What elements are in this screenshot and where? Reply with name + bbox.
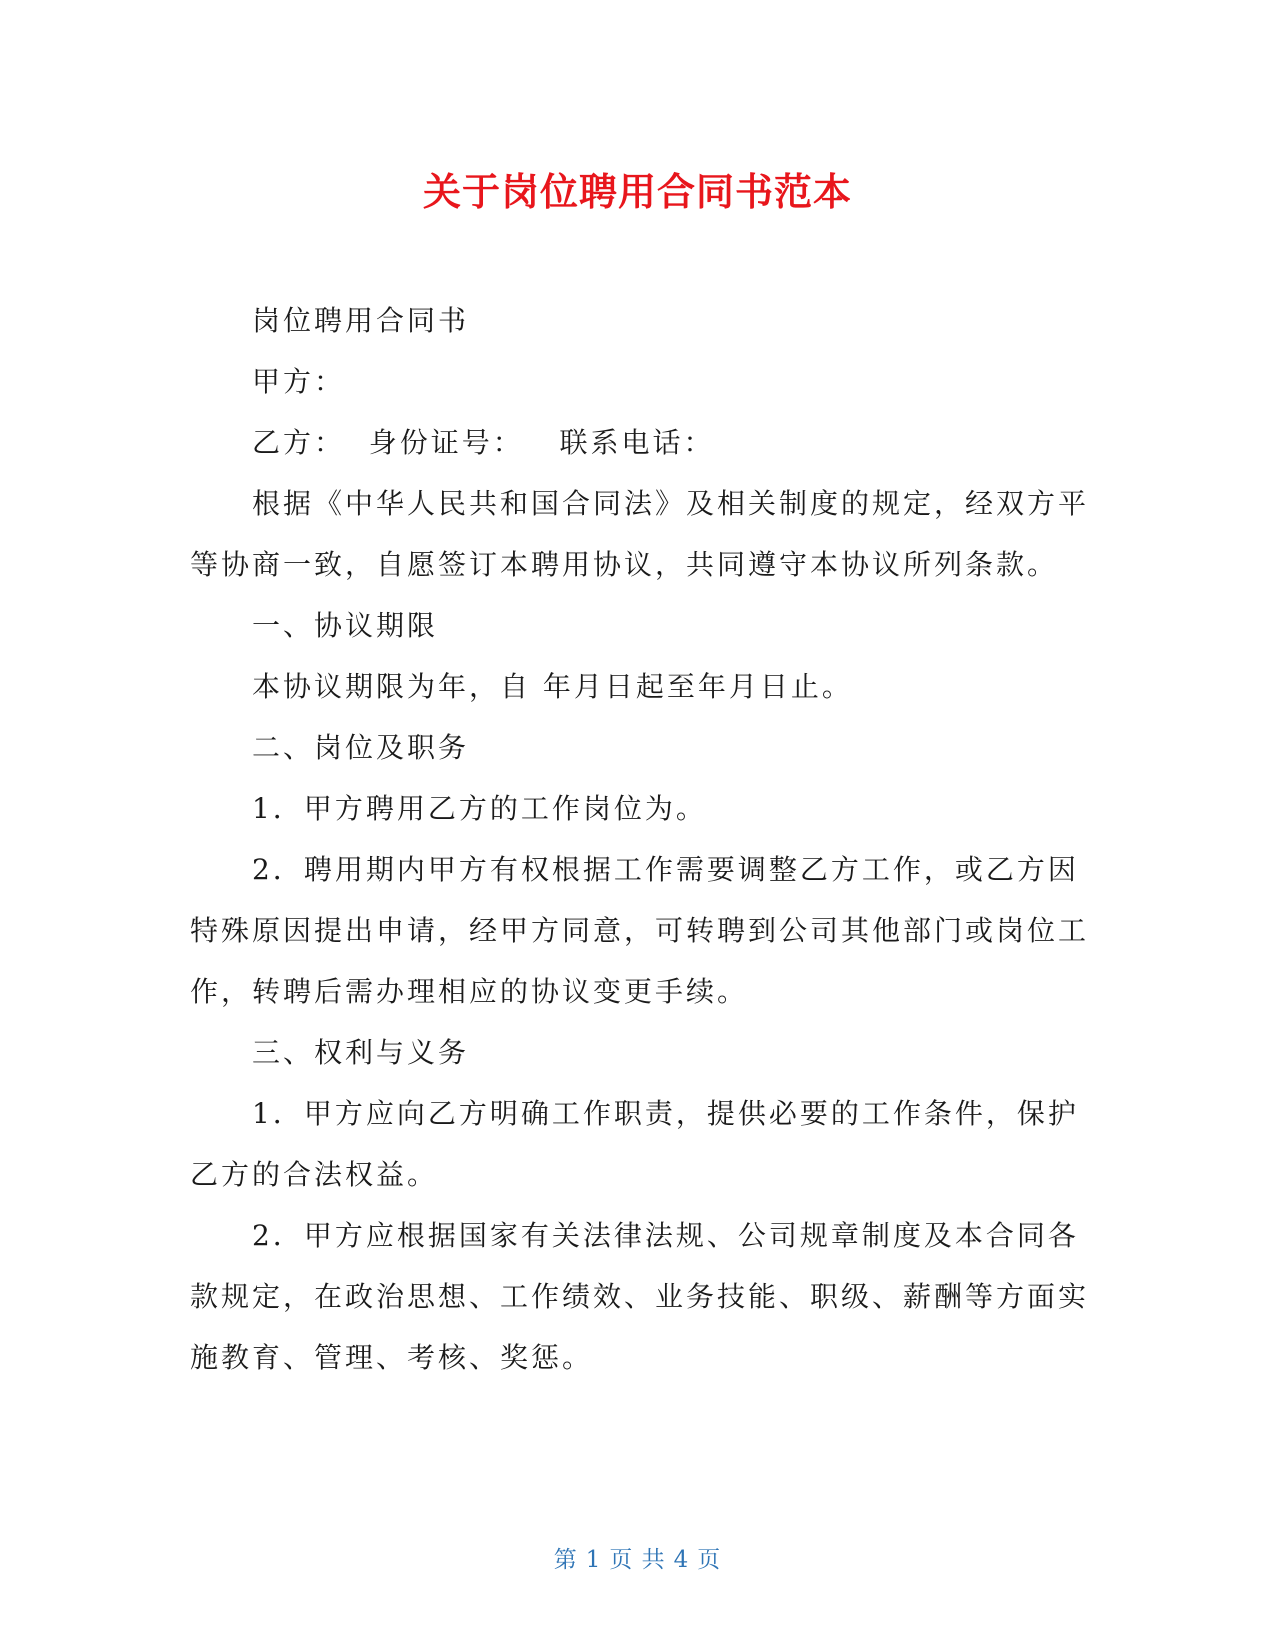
section-heading-position: 二、岗位及职务 bbox=[252, 731, 470, 764]
paragraph-position-1: 1．甲方聘用乙方的工作岗位为。 bbox=[252, 792, 707, 825]
document-body bbox=[190, 290, 1090, 1388]
paragraph-contract-heading: 岗位聘用合同书 bbox=[252, 304, 470, 337]
document-title: 关于岗位聘用合同书范本 bbox=[422, 170, 852, 214]
paragraph-rights-2: 2．甲方应根据国家有关法律法规、公司规章制度及本合同各款规定，在政治思想、工作绩效、业务技能、职级、薪酬等方面实施教育、管理、考核、奖惩。 bbox=[190, 1219, 1090, 1374]
paragraph-preamble: 根据《中华人民共和国合同法》及相关制度的规定，经双方平等协商一致，自愿签订本聘用协议，共同遵守本协议所列条款。 bbox=[190, 487, 1090, 581]
paragraph-term: 本协议期限为年，自 年月日起至年月日止。 bbox=[252, 670, 853, 703]
section-heading-term: 一、协议期限 bbox=[252, 609, 439, 642]
footer-prefix: 第 bbox=[553, 1547, 578, 1573]
footer-mid: 页 共 bbox=[609, 1547, 666, 1573]
paragraph-party-b: 乙方： 身份证号： 联系电话： bbox=[252, 426, 715, 459]
footer-total-pages: 4 bbox=[673, 1547, 690, 1573]
footer-suffix: 页 bbox=[697, 1547, 722, 1573]
page-footer bbox=[0, 1545, 1275, 1575]
paragraph-party-a: 甲方： bbox=[252, 365, 346, 398]
section-heading-rights: 三、权利与义务 bbox=[252, 1036, 470, 1069]
footer-current-page: 1 bbox=[585, 1547, 602, 1573]
paragraph-rights-1: 1．甲方应向乙方明确工作职责，提供必要的工作条件，保护乙方的合法权益。 bbox=[190, 1097, 1079, 1191]
paragraph-position-2: 2．聘用期内甲方有权根据工作需要调整乙方工作，或乙方因特殊原因提出申请，经甲方同意，可转聘到公司其他部门或岗位工作，转聘后需办理相应的协议变更手续。 bbox=[190, 853, 1090, 1008]
